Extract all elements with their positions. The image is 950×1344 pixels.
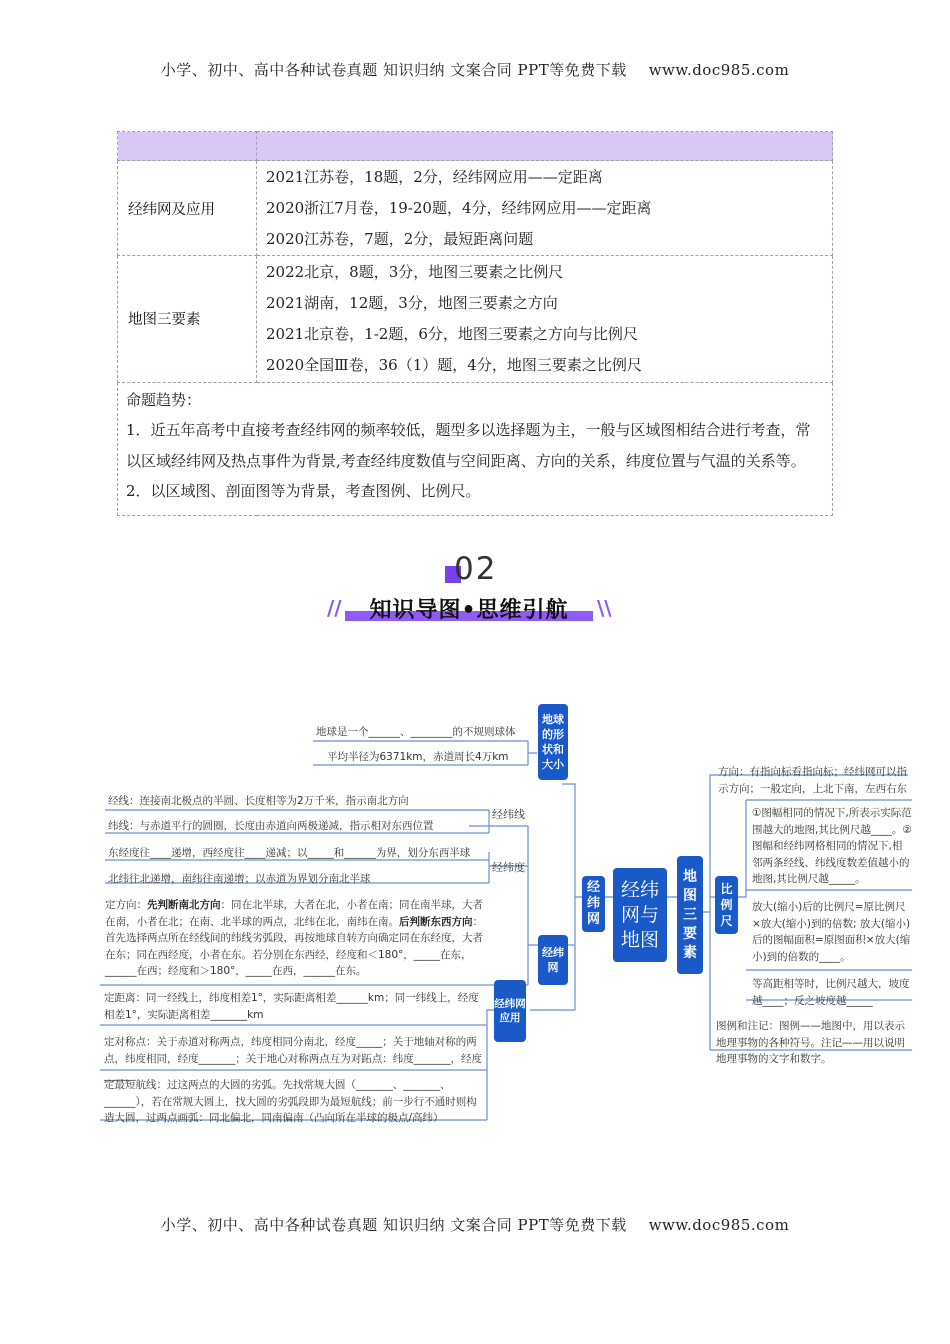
direction-text-ew: ：首先选择两点所在经线间的纬线劣弧段，再按地球自转方向确定同在东经度，大者在东；同在西经度，小者在东。若分别在东西经，经度和＜180°，_____在东，______在西；经度和＞180°，_____在西，______在东。 xyxy=(105,915,483,977)
legend-item: 图例和注记：图例——地图中，用以表示地理事物的各种符号。注记——用以说明地理事物的文字和数字。 xyxy=(716,1020,905,1065)
row-line: 2021北京卷，1-2题，6分，地图三要素之方向与比例尺 xyxy=(266,324,638,343)
node-center: 经纬网与地图 xyxy=(613,868,667,962)
shape-item: 地球是一个______、________的不规则球体 xyxy=(316,726,516,738)
node-earth-shape: 地球的形状和大小 xyxy=(538,704,568,780)
parallel-item: 纬线：与赤道平行的圆圈，长度由赤道向两极递减，指示相对东西位置 xyxy=(108,820,434,832)
application-distance: 定距离：同一经线上，纬度相差1°，实际距离相差______km；同一纬线上，经度相差1°，实际距离相差_______km xyxy=(104,992,479,1021)
row-label: 经纬网及应用 xyxy=(118,161,257,256)
trend-paragraph-2: 2．以区域图、剖面图等为背景，考查图例、比例尺。 xyxy=(126,482,481,501)
direction-rule xyxy=(105,897,485,980)
direction-bold-ns: 先判断南北方向 xyxy=(147,899,221,911)
section-number: 02 xyxy=(454,551,498,587)
application-shortest-route: 定最短航线：过这两点的大圆的劣弧。先找常规大圆（_______、_______、______），若在常规大圆上，找大圆的劣弧段即为最短航线；前一步行不通时则构造大圆，过两点画弧：同北偏北，同南偏南（凸向所在半球的极点/高纬） xyxy=(104,1079,477,1124)
banner-left-slash-icon: // xyxy=(327,596,342,620)
footer-site[interactable]: www.doc985.com xyxy=(648,1216,790,1234)
direction-title: 定方向： xyxy=(105,899,147,911)
scale-item: 放大(缩小)后的比例尺=原比例尺×放大(缩小)到的倍数; 放大(缩小)后的图幅面积=原图面积×放大(缩小)到的倍数的____。 xyxy=(752,901,911,963)
label-lat-lon: 经纬度 xyxy=(492,861,525,874)
row-line: 2020江苏卷，7题，2分，最短距离问题 xyxy=(266,229,534,248)
node-graticule: 经纬网 xyxy=(538,935,568,985)
scale-item: ①图幅相同的情况下,所表示实际范围越大的地图,其比例尺越____。②图幅和经纬网格相同的情况下,相邻两条经线、纬线度数差值越小的地图,其比例尺越_____。 xyxy=(752,807,912,885)
longitude-item: 东经度往____递增，西经度往____递减；以_____和______为界，划分东西半球 xyxy=(108,847,471,859)
shape-item: 平均半径为6371km，赤道周长4万km xyxy=(327,751,509,763)
row-line: 2020全国Ⅲ卷，36（1）题，4分，地图三要素之比例尺 xyxy=(266,355,642,374)
node-right-main: 地图三要素 xyxy=(677,856,703,974)
row-line: 2021湖南，12题，3分，地图三要素之方向 xyxy=(266,294,558,313)
header-site[interactable]: www.doc985.com xyxy=(648,61,790,79)
node-scale: 比例尺 xyxy=(715,876,738,934)
row-label: 地图三要素 xyxy=(118,256,257,382)
meridian-item: 经线：连接南北极点的半圆、长度相等为2万千米，指示南北方向 xyxy=(108,795,409,807)
row-line: 2020浙江7月卷，19-20题，4分，经纬网应用——定距离 xyxy=(266,198,652,217)
trend-paragraph-1: 1．近五年高考中直接考查经纬网的频率较低，题型多以选择题为主，一般与区域图相结合进行考查，常以区域经纬网及热点事件为背景,考查经纬度数值与空间距离、方向的关系，纬度位置与气温的关系等。 xyxy=(126,421,811,470)
direction-text-ns: ：同在北半球，大者在北，小者在南；同在南半球，大者在南，小者在北；在南、北半球的两点，北纬在北，南纬在南。 xyxy=(105,899,483,928)
footer-text: 小学、初中、高中各种试卷真题 知识归纳 文案合同 PPT等免费下载 xyxy=(160,1216,627,1234)
trend-title: 命题趋势： xyxy=(126,390,202,409)
row-line: 2021江苏卷，18题，2分，经纬网应用——定距离 xyxy=(266,168,603,186)
node-graticule-application: 经纬网应用 xyxy=(494,980,526,1042)
row-line: 2022北京，8题，3分，地图三要素之比例尺 xyxy=(266,263,564,282)
section-title xyxy=(345,593,593,621)
header-text: 小学、初中、高中各种试卷真题 知识归纳 文案合同 PPT等免费下载 xyxy=(160,61,627,79)
node-left-main: 经纬网 xyxy=(582,876,605,932)
direction-item: 方向：有指向标看指向标；经纬网可以指示方向；一般定向，上北下南，左西右东 xyxy=(718,766,907,795)
application-symmetry: 定对称点：关于赤道对称两点，纬度相同分南北，经度_____；关于地轴对称的两点，纬度相同，经度_______；关于地心对称两点互为对跖点：纬度_______，经度______ xyxy=(104,1036,482,1081)
section-title-text: 知识导图•思维引航 xyxy=(369,598,569,623)
direction-bold-ew: 后判断东西方向 xyxy=(399,915,473,928)
banner-right-slash-icon: \\ xyxy=(597,596,612,620)
label-meridian-parallel: 经纬线 xyxy=(492,808,525,821)
latitude-item: 北纬往北递增，南纬往南递增；以赤道为界划分南北半球 xyxy=(108,873,371,885)
scale-item: 等高距相等时，比例尺越大，坡度越____；反之坡度越_____ xyxy=(752,978,910,1007)
